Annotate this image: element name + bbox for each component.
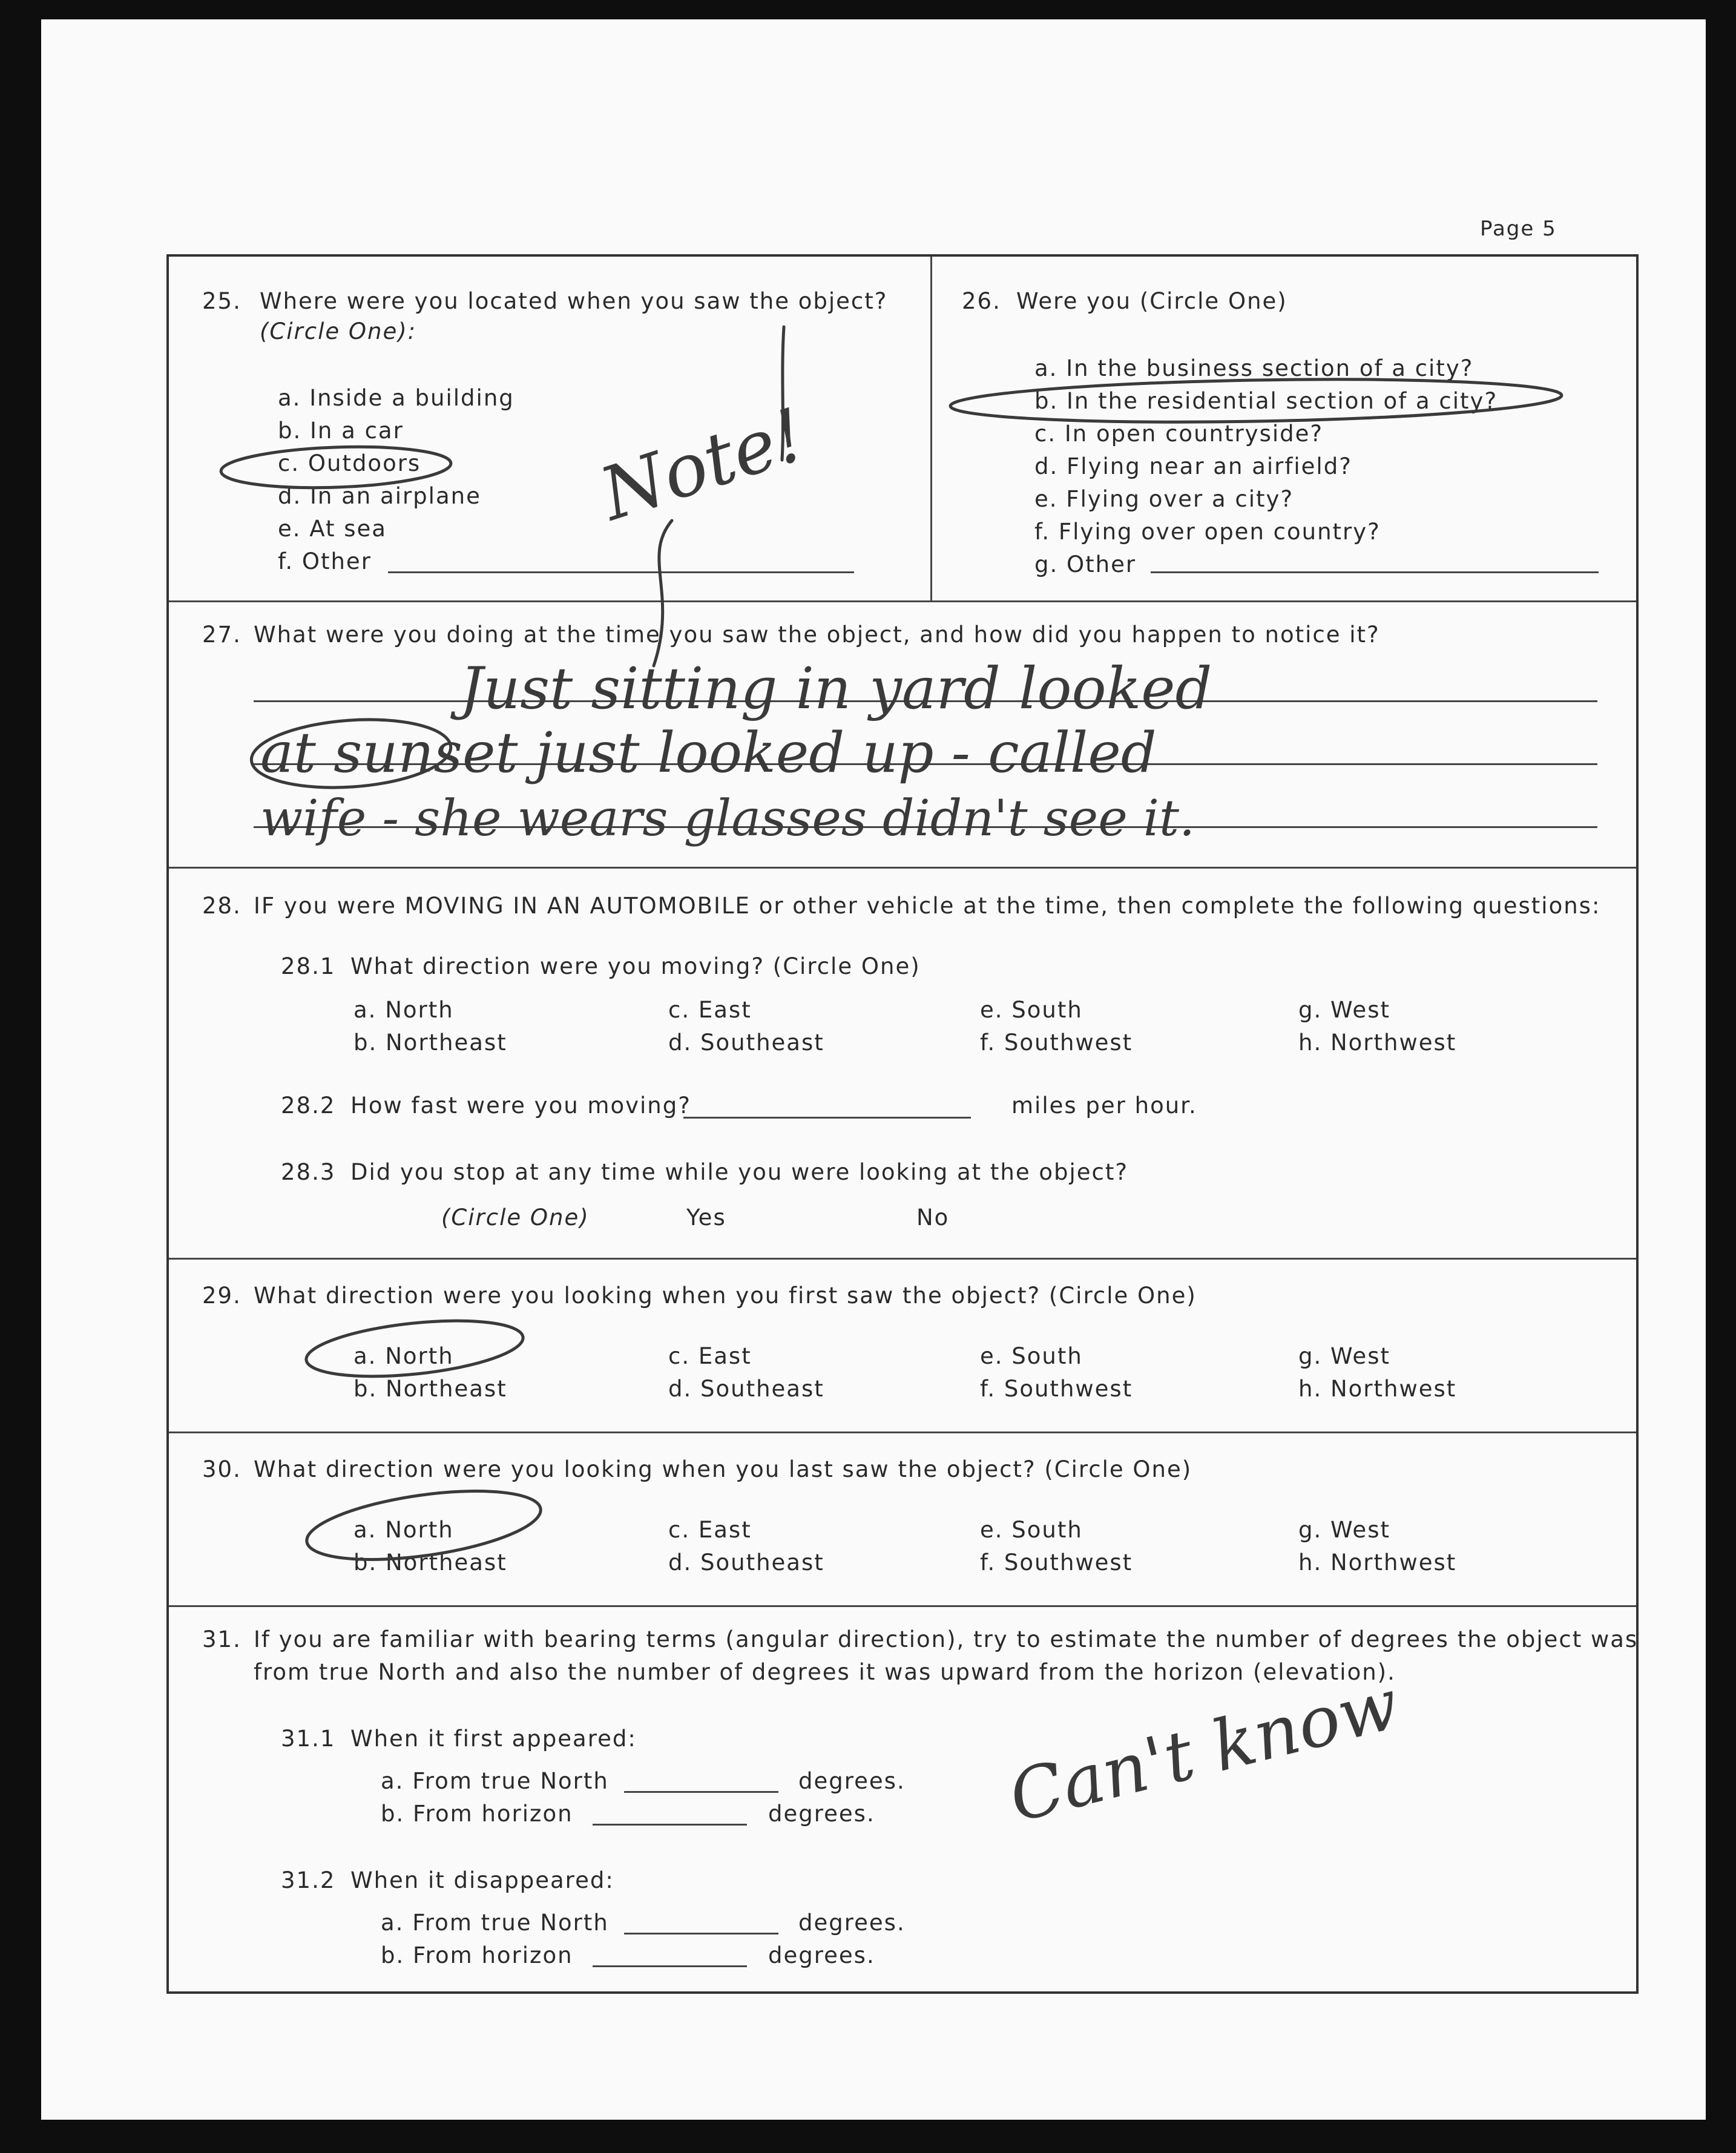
q27-answer-line-2[interactable]: [254, 763, 1597, 765]
q31-1-north-degrees-input[interactable]: [624, 1791, 778, 1793]
q29-option-a[interactable]: a. North: [353, 1343, 454, 1369]
q27-question: What were you doing at the time you saw the object, and how did you happen to notice it?: [254, 622, 1380, 648]
q31-1-north-unit: degrees.: [798, 1768, 906, 1794]
q25-option-e[interactable]: e. At sea: [278, 516, 387, 542]
q26-number: 26.: [962, 288, 1001, 314]
q28-2-number: 28.2: [281, 1093, 336, 1119]
q30-question: What direction were you looking when you last saw the object? (Circle One): [254, 1456, 1192, 1482]
q28-1-option-e[interactable]: e. South: [980, 997, 1083, 1023]
q31-2-number: 31.2: [281, 1867, 336, 1893]
q31-1-from-horizon-label: b. From horizon: [381, 1801, 573, 1827]
q31-1-horizon-unit: degrees.: [768, 1801, 875, 1827]
q26-option-a[interactable]: a. In the business section of a city?: [1034, 355, 1474, 381]
q28-1-option-a[interactable]: a. North: [353, 997, 454, 1023]
q31-number: 31.: [202, 1626, 242, 1652]
q27-answer-line-1[interactable]: [254, 700, 1597, 702]
q31-2-from-north-label: a. From true North: [381, 1910, 609, 1936]
q28-1-option-f[interactable]: f. Southwest: [980, 1030, 1133, 1056]
section-q27: [169, 602, 1636, 869]
q29-number: 29.: [202, 1283, 242, 1309]
q27-number: 27.: [202, 622, 242, 648]
q30-option-g[interactable]: g. West: [1298, 1517, 1390, 1543]
q26-option-e[interactable]: e. Flying over a city?: [1034, 486, 1294, 512]
q25-option-a[interactable]: a. Inside a building: [278, 385, 515, 411]
q28-1-option-b[interactable]: b. Northeast: [353, 1030, 507, 1056]
q25-option-b[interactable]: b. In a car: [278, 418, 404, 444]
q29-option-f[interactable]: f. Southwest: [980, 1376, 1133, 1402]
section-q31: [169, 1607, 1639, 1996]
questionnaire-form: [166, 254, 1639, 1994]
q31-2-north-unit: degrees.: [798, 1910, 906, 1936]
q31-2-horizon-unit: degrees.: [768, 1942, 875, 1968]
q31-handwritten-note: Can't know: [1001, 1663, 1407, 1839]
q31-2-label: When it disappeared:: [350, 1867, 614, 1893]
section-q25-q26: [169, 257, 1636, 602]
q28-3-instruction: (Circle One): [441, 1205, 590, 1231]
q31-2-from-horizon-label: b. From horizon: [381, 1942, 573, 1968]
q26-option-b[interactable]: b. In the residential section of a city?: [1034, 388, 1498, 414]
q31-1-horizon-degrees-input[interactable]: [593, 1824, 747, 1826]
q28-number: 28.: [202, 893, 242, 919]
q26-option-d[interactable]: d. Flying near an airfield?: [1034, 453, 1352, 479]
q27-answer-line-3[interactable]: [254, 826, 1597, 828]
q31-2-north-degrees-input[interactable]: [624, 1933, 778, 1934]
q26-other-input[interactable]: [1151, 571, 1599, 573]
q25-option-f[interactable]: f. Other: [278, 548, 372, 574]
q30-option-a[interactable]: a. North: [353, 1517, 454, 1543]
q25-number: 25.: [202, 288, 242, 314]
q28-3-option-yes[interactable]: Yes: [686, 1205, 726, 1231]
q27-handwritten-line-3: wife - she wears glasses didn't see it.: [260, 790, 1195, 847]
q26-option-c[interactable]: c. In open countryside?: [1034, 421, 1324, 447]
q30-option-f[interactable]: f. Southwest: [980, 1550, 1133, 1576]
q30-option-c[interactable]: c. East: [668, 1517, 752, 1543]
q29-option-d[interactable]: d. Southeast: [668, 1376, 824, 1402]
q29-question: What direction were you looking when you first saw the object? (Circle One): [254, 1283, 1197, 1309]
column-divider: [930, 257, 932, 602]
q28-1-option-c[interactable]: c. East: [668, 997, 752, 1023]
q28-1-option-d[interactable]: d. Southeast: [668, 1030, 824, 1056]
q27-handwritten-line-1: Just sitting in yard looked: [460, 656, 1212, 722]
q28-2-question: How fast were you moving?: [350, 1093, 691, 1119]
q30-number: 30.: [202, 1456, 242, 1482]
q28-2-unit: miles per hour.: [1011, 1093, 1197, 1119]
q28-1-option-g[interactable]: g. West: [1298, 997, 1390, 1023]
q26-option-f[interactable]: f. Flying over open country?: [1034, 519, 1381, 545]
q29-option-b[interactable]: b. Northeast: [353, 1376, 507, 1402]
q28-3-question: Did you stop at any time while you were looking at the object?: [350, 1159, 1129, 1185]
q31-1-from-north-label: a. From true North: [381, 1768, 609, 1794]
q25-other-input[interactable]: [388, 571, 854, 573]
q31-1-label: When it first appeared:: [350, 1726, 637, 1752]
q25-option-c[interactable]: c. Outdoors: [278, 450, 421, 476]
q29-option-e[interactable]: e. South: [980, 1343, 1083, 1369]
q30-option-d[interactable]: d. Southeast: [668, 1550, 824, 1576]
q28-2-speed-input[interactable]: [683, 1117, 971, 1119]
q30-option-h[interactable]: h. Northwest: [1298, 1550, 1457, 1576]
q28-3-option-no[interactable]: No: [916, 1205, 950, 1231]
q29-option-c[interactable]: c. East: [668, 1343, 752, 1369]
q30-option-e[interactable]: e. South: [980, 1517, 1083, 1543]
q26-option-g[interactable]: g. Other: [1034, 551, 1137, 577]
page-number: Page 5: [1480, 217, 1557, 241]
section-q28: [169, 869, 1636, 1260]
section-q30: [169, 1433, 1636, 1607]
q25-handwritten-note: Note!: [591, 392, 815, 537]
q31-2-horizon-degrees-input[interactable]: [593, 1965, 747, 1967]
q30-option-b[interactable]: b. Northeast: [353, 1550, 507, 1576]
q31-question-line-2: from true North and also the number of degrees it was upward from the horizon (elevation).: [254, 1659, 1396, 1685]
q29-option-h[interactable]: h. Northwest: [1298, 1376, 1457, 1402]
q28-3-number: 28.3: [281, 1159, 336, 1185]
q28-1-number: 28.1: [281, 953, 336, 979]
q28-1-option-h[interactable]: h. Northwest: [1298, 1030, 1457, 1056]
q27-handwritten-line-2: at sunset just looked up - called: [260, 720, 1157, 785]
q29-option-g[interactable]: g. West: [1298, 1343, 1390, 1369]
q26-question: Were you (Circle One): [1016, 288, 1287, 314]
q28-1-question: What direction were you moving? (Circle One): [350, 953, 921, 979]
q28-question: IF you were MOVING IN AN AUTOMOBILE or other vehicle at the time, then complete the following questions:: [254, 893, 1601, 919]
q25-instruction: (Circle One):: [260, 318, 417, 344]
section-q29: [169, 1260, 1636, 1433]
q25-question: Where were you located when you saw the object?: [260, 288, 888, 314]
q25-option-d[interactable]: d. In an airplane: [278, 483, 481, 509]
q31-1-number: 31.1: [281, 1726, 336, 1752]
q31-question-line-1: If you are familiar with bearing terms (angular direction), try to estimate the number of degrees the object was: [254, 1626, 1639, 1652]
